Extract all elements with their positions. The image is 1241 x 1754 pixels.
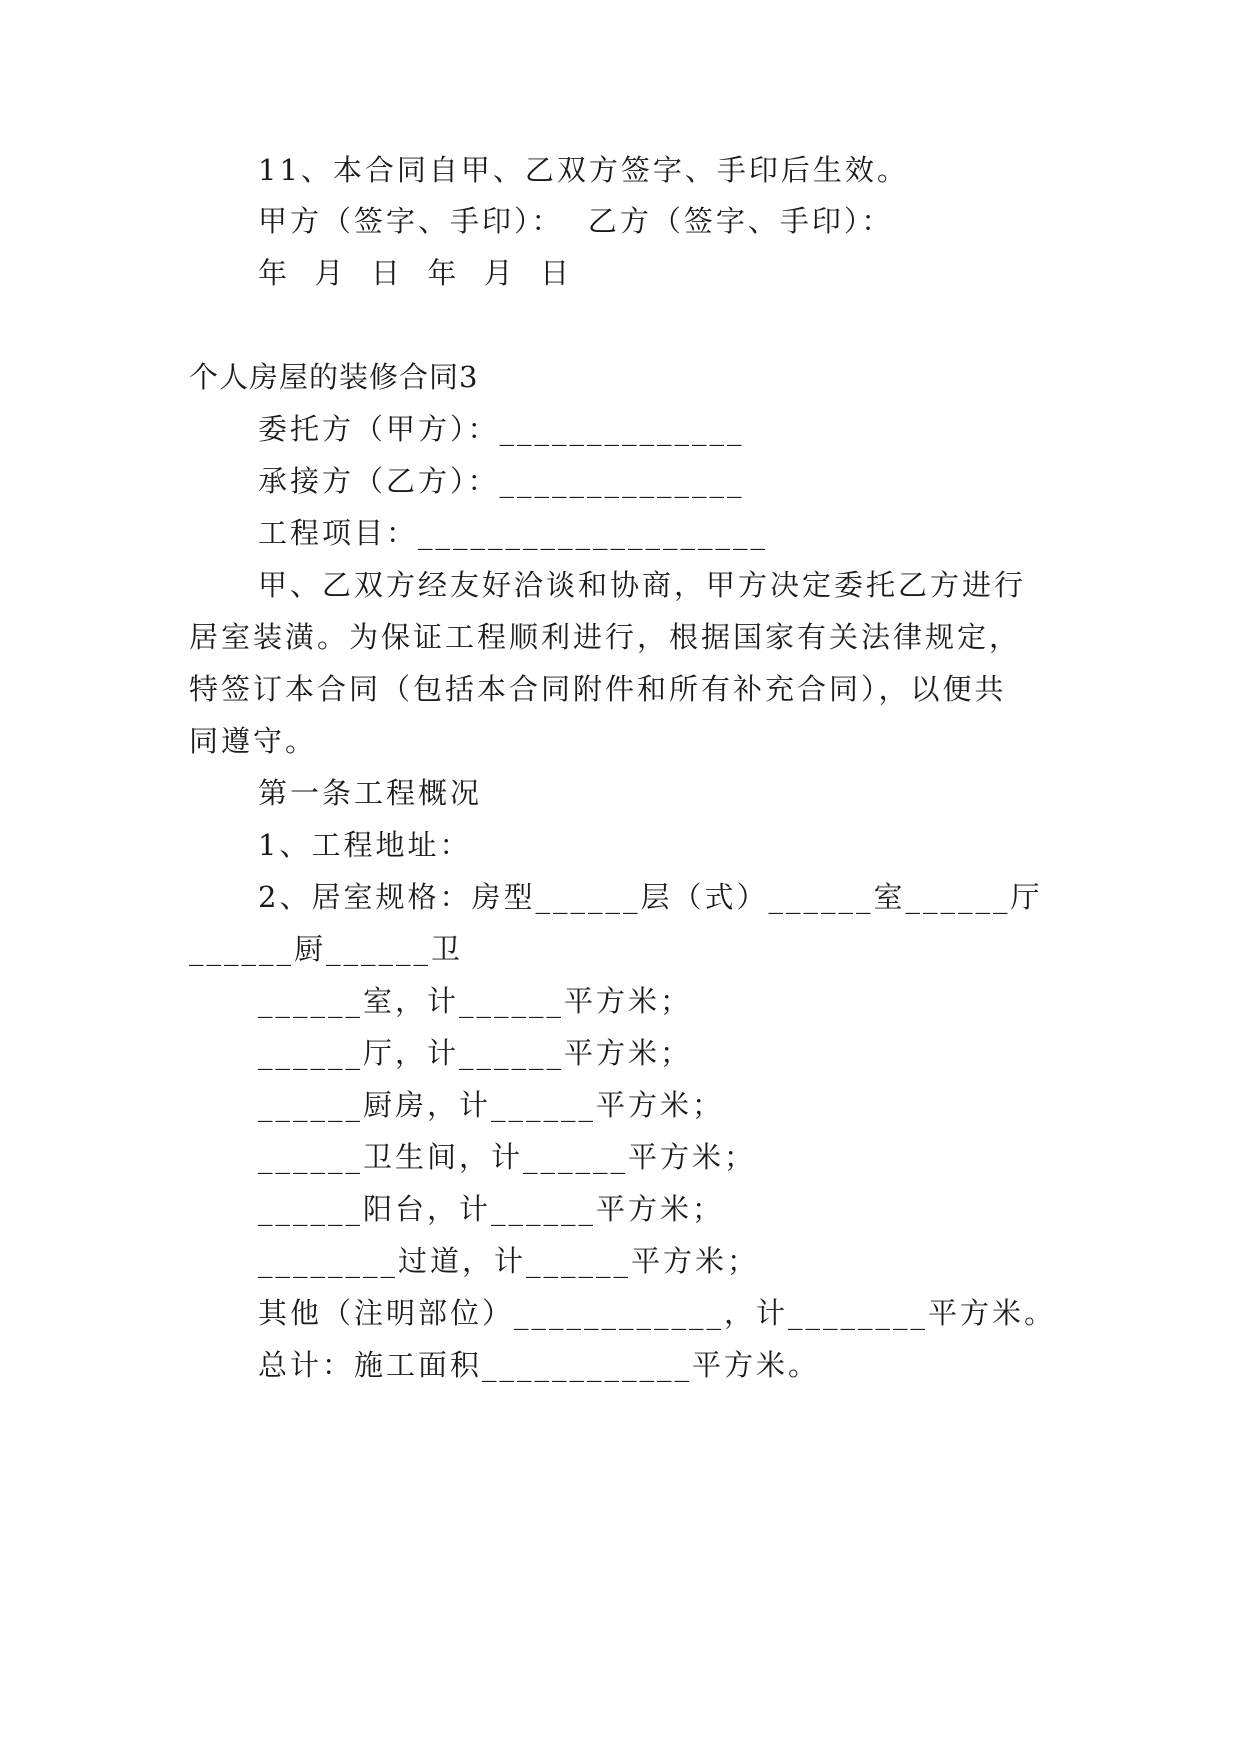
area-kitchen-line: ______厨房，计______平方米；: [258, 1088, 725, 1122]
preamble-line-4: 同遵守。: [189, 724, 318, 758]
area-hall-line: ______厅，计______平方米；: [258, 1036, 693, 1070]
area-room-line: ______室，计______平方米；: [258, 984, 693, 1018]
project-address-line: 1、工程地址：: [258, 828, 472, 862]
room-spec-line-2: ______厨______卫: [189, 932, 464, 966]
area-bathroom-line: ______卫生间，计______平方米；: [258, 1140, 757, 1174]
party-b-line: 承接方（乙方）：______________: [258, 464, 745, 498]
party-a-line: 委托方（甲方）：______________: [258, 412, 745, 446]
preamble-line-3: 特签订本合同（包括本合同附件和所有补充合同），以便共: [189, 672, 1007, 706]
signature-line: 甲方（签字、手印）： 乙方（签字、手印）：: [258, 204, 894, 238]
area-balcony-line: ______阳台，计______平方米；: [258, 1192, 725, 1226]
area-corridor-line: ________过道，计______平方米；: [258, 1244, 760, 1278]
preamble-line-1: 甲、乙双方经友好洽谈和协商，甲方决定委托乙方进行: [258, 568, 1027, 602]
project-line: 工程项目：____________________: [258, 516, 769, 550]
area-other-line: 其他（注明部位）____________，计________平方米。: [258, 1296, 1057, 1330]
area-total-line: 总计：施工面积____________平方米。: [258, 1348, 821, 1382]
room-spec-line-1: 2、居室规格：房型______层（式）______室______厅: [258, 880, 1043, 914]
contract-heading: 个人房屋的装修合同3: [189, 360, 479, 394]
article-1-title: 第一条工程概况: [258, 776, 483, 810]
clause-11-effective: 11、本合同自甲、乙双方签字、手印后生效。: [258, 153, 909, 187]
date-line: 年 月 日 年 月 日: [258, 256, 573, 290]
preamble-line-2: 居室装潢。为保证工程顺利进行，根据国家有关法律规定，: [189, 620, 1022, 654]
